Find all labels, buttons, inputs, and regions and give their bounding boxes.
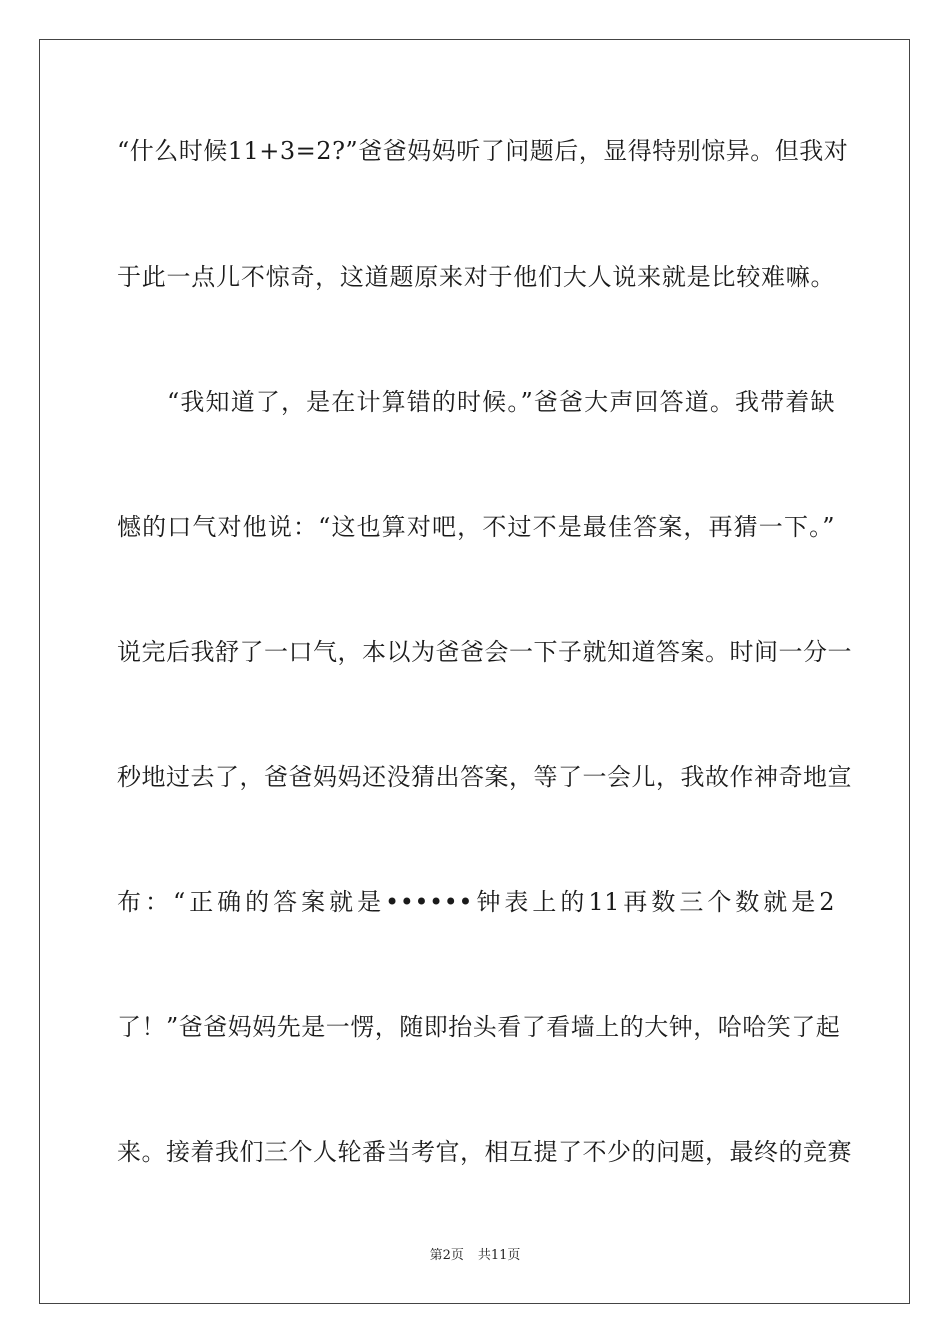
- body-line-9: 来。接着我们三个人轮番当考官，相互提了不少的问题，最终的竞赛: [117, 1138, 852, 1166]
- body-line-1: “什么时候11+3=2?”爸爸妈妈听了问题后，显得特别惊异。但我对: [117, 137, 849, 165]
- body-line-8: 了！”爸爸妈妈先是一愣，随即抬头看了看墙上的大钟，哈哈笑了起: [117, 1013, 841, 1041]
- page-total: 共11页: [477, 1248, 521, 1263]
- page-footer: [0, 1246, 950, 1266]
- body-line-6: 秒地过去了，爸爸妈妈还没猜出答案，等了一会儿，我故作神奇地宣: [117, 763, 852, 791]
- body-line-5: 说完后我舒了一口气，本以为爸爸会一下子就知道答案。时间一分一: [117, 638, 852, 666]
- page-number: 第2页: [429, 1248, 464, 1263]
- body-line-4: 憾的口气对他说：“这也算对吧，不过不是最佳答案，再猜一下。”: [117, 513, 835, 541]
- body-line-3: “我知道了，是在计算错的时候。”爸爸大声回答道。我带着缺: [167, 388, 835, 416]
- body-line-7: 布：“正确的答案就是••••••钟表上的11再数三个数就是2: [117, 888, 835, 916]
- body-line-2: 于此一点儿不惊奇，这道题原来对于他们大人说来就是比较难嘛。: [117, 263, 835, 291]
